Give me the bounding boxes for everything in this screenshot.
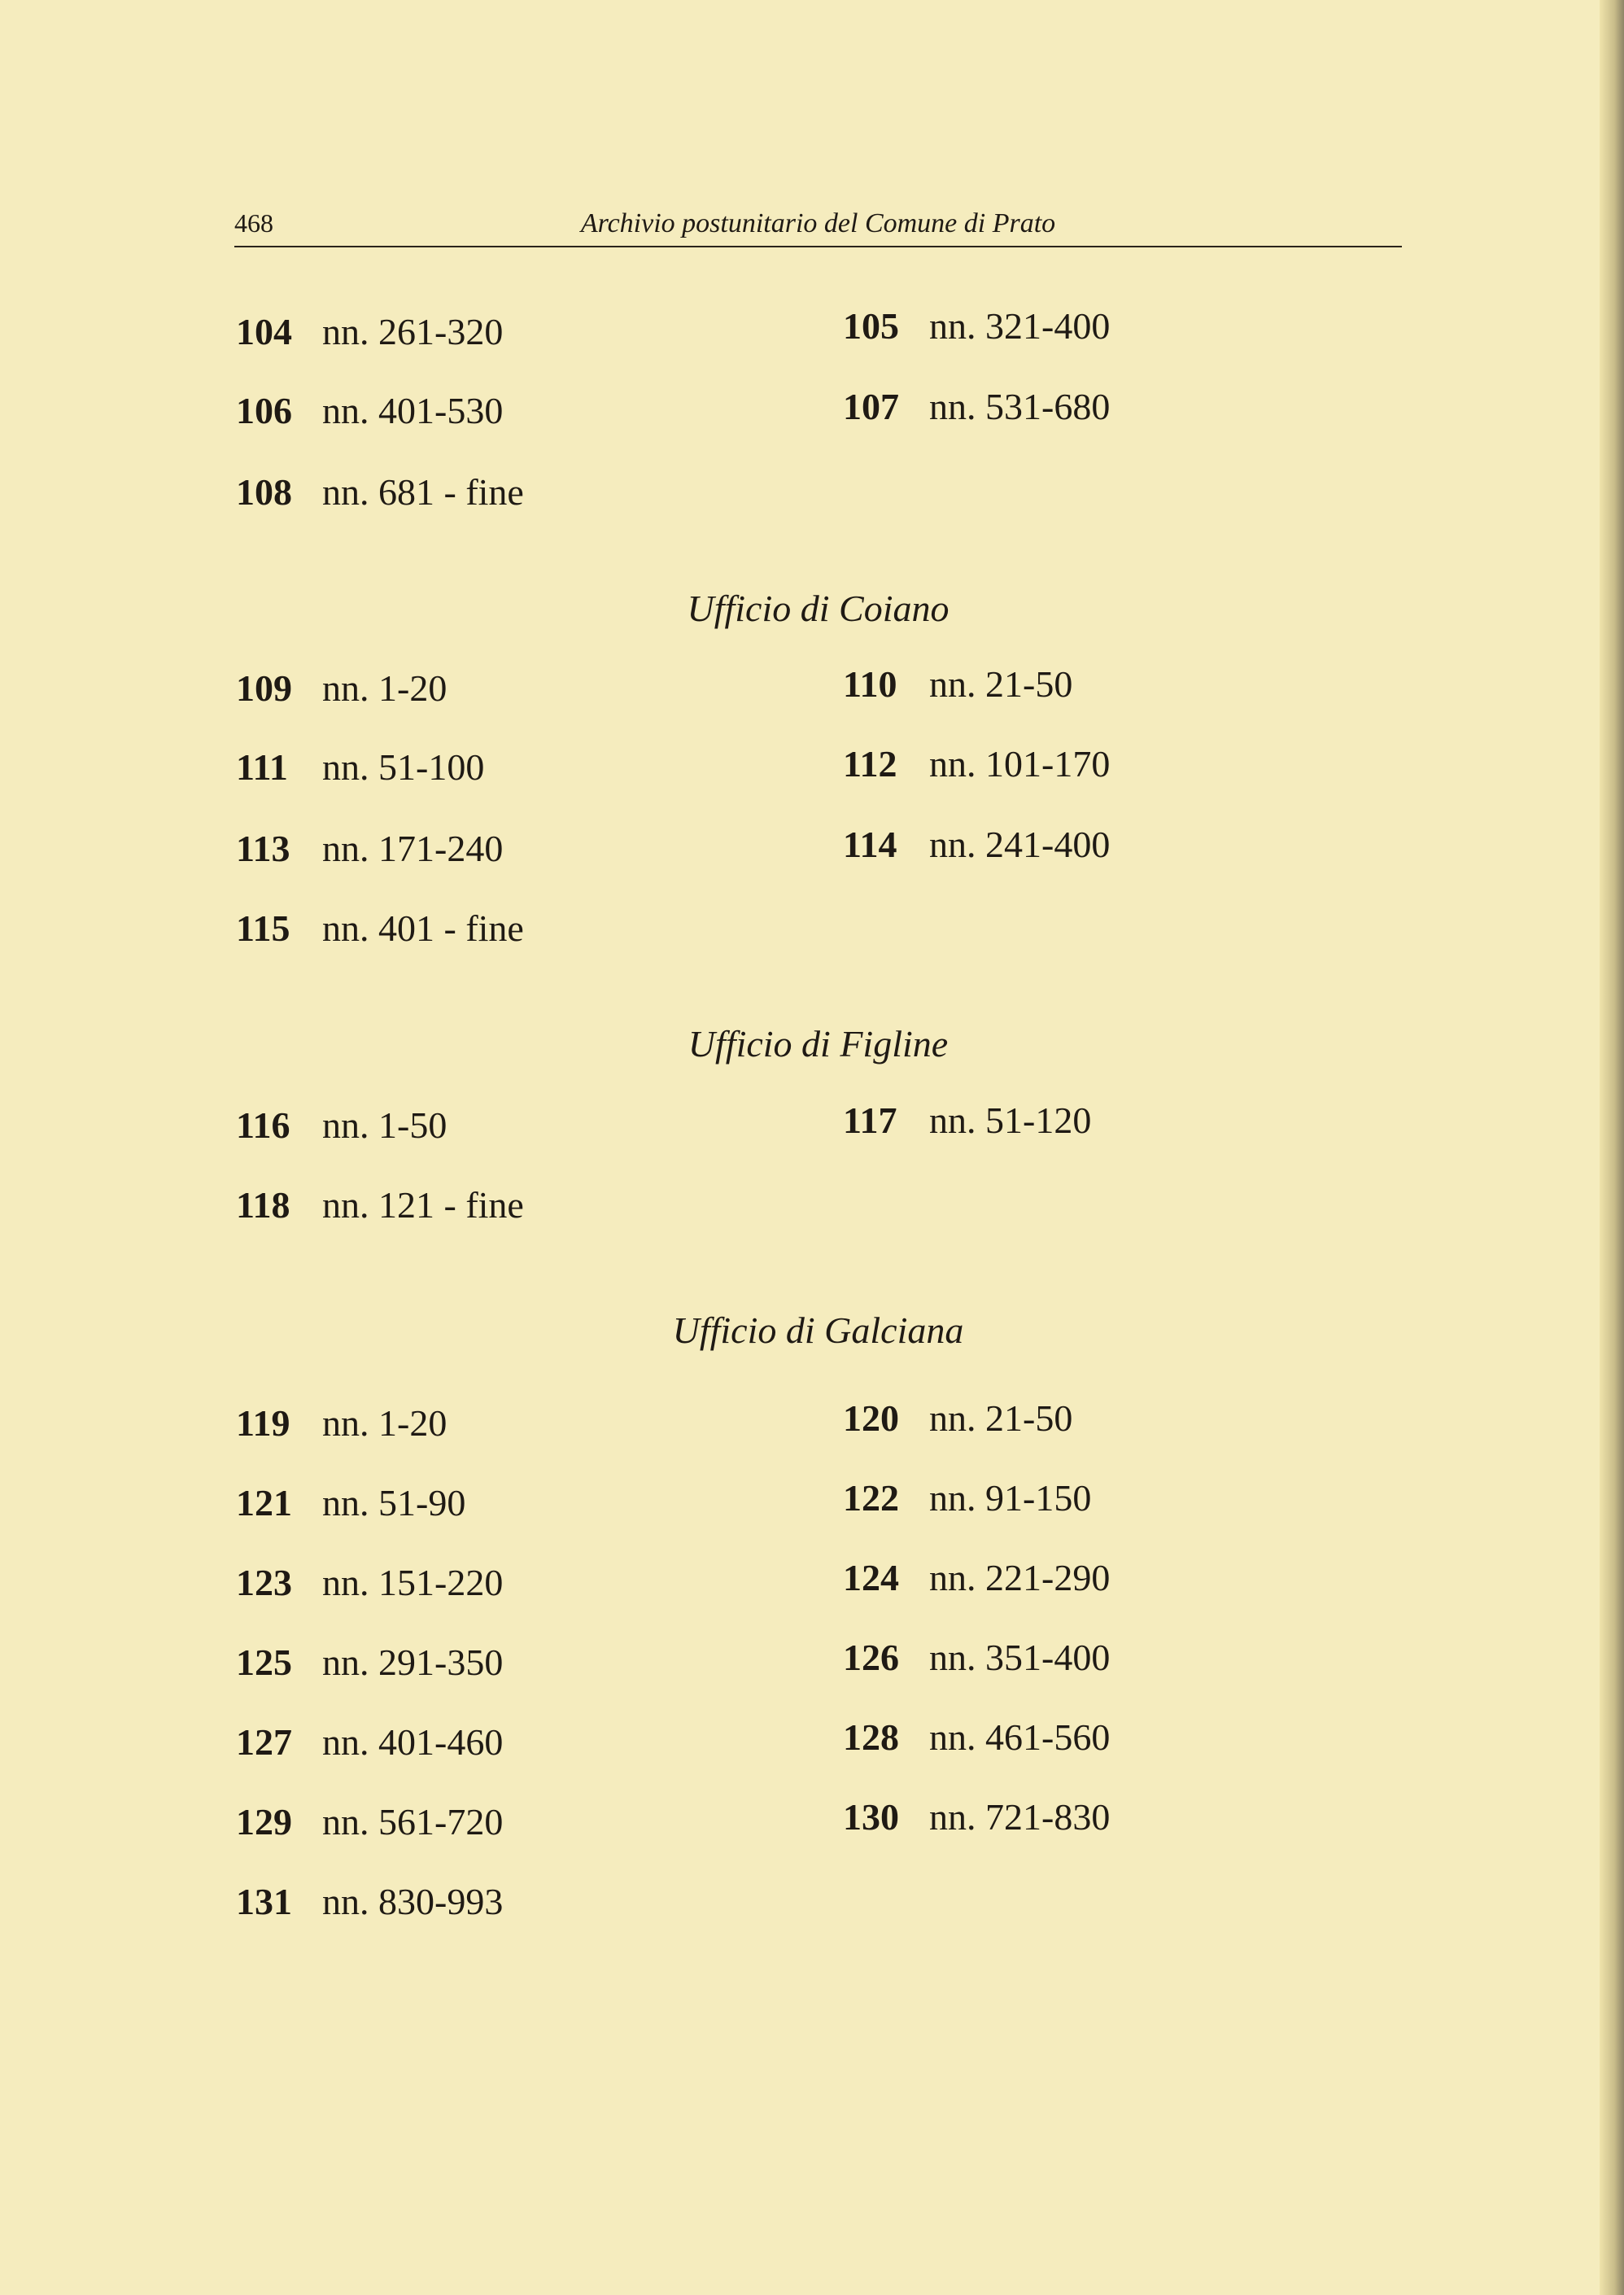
item-number: 111 xyxy=(236,746,288,788)
page-edge-shadow xyxy=(1600,0,1624,2295)
item-number: 105 xyxy=(843,305,899,347)
item-range: nn. 91-150 xyxy=(929,1477,1092,1519)
item-range: nn. 51-100 xyxy=(322,746,485,788)
item-range: nn. 151-220 xyxy=(322,1562,504,1603)
list-item xyxy=(843,388,1110,426)
item-number: 124 xyxy=(843,1557,899,1598)
item-range: nn. 291-350 xyxy=(322,1641,504,1683)
item-number: 115 xyxy=(236,907,290,949)
item-range: nn. 721-830 xyxy=(929,1796,1111,1838)
list-item xyxy=(236,1803,503,1841)
list-item xyxy=(236,1402,447,1444)
item-number: 127 xyxy=(236,1721,292,1763)
item-range: nn. 261-320 xyxy=(322,311,504,352)
list-item xyxy=(236,392,503,430)
list-item xyxy=(843,826,1110,863)
list-item xyxy=(843,663,1073,705)
item-range: nn. 561-720 xyxy=(322,1801,504,1843)
running-title: Archivio postunitario del Comune di Prato xyxy=(580,208,1056,238)
item-number: 128 xyxy=(843,1716,899,1758)
list-item xyxy=(843,305,1111,347)
item-number: 110 xyxy=(843,663,897,705)
list-item xyxy=(843,1559,1110,1597)
list-item xyxy=(843,1397,1073,1439)
list-item xyxy=(236,746,485,788)
list-item xyxy=(236,667,447,709)
list-item xyxy=(236,1104,447,1146)
section-title: Ufficio di Galciana xyxy=(672,1309,964,1351)
item-number: 114 xyxy=(843,824,897,865)
item-range: nn. 321-400 xyxy=(929,305,1111,347)
item-number: 131 xyxy=(236,1881,292,1922)
item-number: 108 xyxy=(236,471,292,513)
list-item xyxy=(236,471,524,513)
list-item xyxy=(843,1796,1111,1838)
item-number: 119 xyxy=(236,1402,290,1444)
item-number: 125 xyxy=(236,1641,292,1683)
item-range: nn. 1-50 xyxy=(322,1104,447,1146)
list-item xyxy=(843,1639,1110,1676)
item-range: nn. 830-993 xyxy=(322,1881,504,1922)
list-item xyxy=(236,1641,504,1683)
item-range: nn. 221-290 xyxy=(929,1557,1111,1598)
item-number: 130 xyxy=(843,1796,899,1838)
section-title: Ufficio di Coiano xyxy=(687,588,950,629)
item-range: nn. 401-460 xyxy=(322,1721,504,1763)
page-header xyxy=(234,208,1402,249)
item-number: 121 xyxy=(236,1482,292,1523)
list-item xyxy=(843,745,1110,783)
item-number: 126 xyxy=(843,1637,899,1678)
page-number: 468 xyxy=(234,208,273,238)
list-item xyxy=(843,1099,1092,1141)
item-range: nn. 51-120 xyxy=(929,1099,1092,1141)
header-rule xyxy=(234,246,1402,247)
item-number: 122 xyxy=(843,1477,899,1519)
list-item xyxy=(236,1883,503,1921)
item-range: nn. 21-50 xyxy=(929,663,1073,705)
item-number: 113 xyxy=(236,828,290,869)
item-range: nn. 21-50 xyxy=(929,1397,1073,1439)
item-number: 112 xyxy=(843,743,897,785)
item-number: 107 xyxy=(843,386,899,427)
item-number: 117 xyxy=(843,1099,897,1141)
item-range: nn. 51-90 xyxy=(322,1482,466,1523)
item-range: nn. 101-170 xyxy=(929,743,1111,785)
item-number: 106 xyxy=(236,390,292,431)
list-item xyxy=(236,313,503,351)
item-number: 129 xyxy=(236,1801,292,1843)
item-number: 118 xyxy=(236,1184,290,1226)
item-range: nn. 531-680 xyxy=(929,386,1111,427)
list-item xyxy=(236,830,503,868)
item-number: 104 xyxy=(236,311,292,352)
item-number: 109 xyxy=(236,667,292,709)
list-item xyxy=(236,1564,503,1602)
item-number: 123 xyxy=(236,1562,292,1603)
list-item xyxy=(236,907,524,949)
item-range: nn. 401-530 xyxy=(322,390,504,431)
item-range: nn. 241-400 xyxy=(929,824,1111,865)
item-range: nn. 1-20 xyxy=(322,1402,447,1444)
item-number: 120 xyxy=(843,1397,899,1439)
item-range: nn. 351-400 xyxy=(929,1637,1111,1678)
item-range: nn. 121 - fine xyxy=(322,1184,524,1226)
item-range: nn. 401 - fine xyxy=(322,907,524,949)
list-item xyxy=(843,1477,1092,1519)
item-number: 116 xyxy=(236,1104,290,1146)
item-range: nn. 461-560 xyxy=(929,1716,1111,1758)
list-item xyxy=(236,1484,465,1522)
list-item xyxy=(236,1721,504,1763)
item-range: nn. 1-20 xyxy=(322,667,447,709)
list-item xyxy=(236,1184,524,1226)
list-item xyxy=(843,1716,1111,1758)
item-range: nn. 171-240 xyxy=(322,828,504,869)
section-title: Ufficio di Figline xyxy=(688,1023,949,1064)
item-range: nn. 681 - fine xyxy=(322,471,524,513)
